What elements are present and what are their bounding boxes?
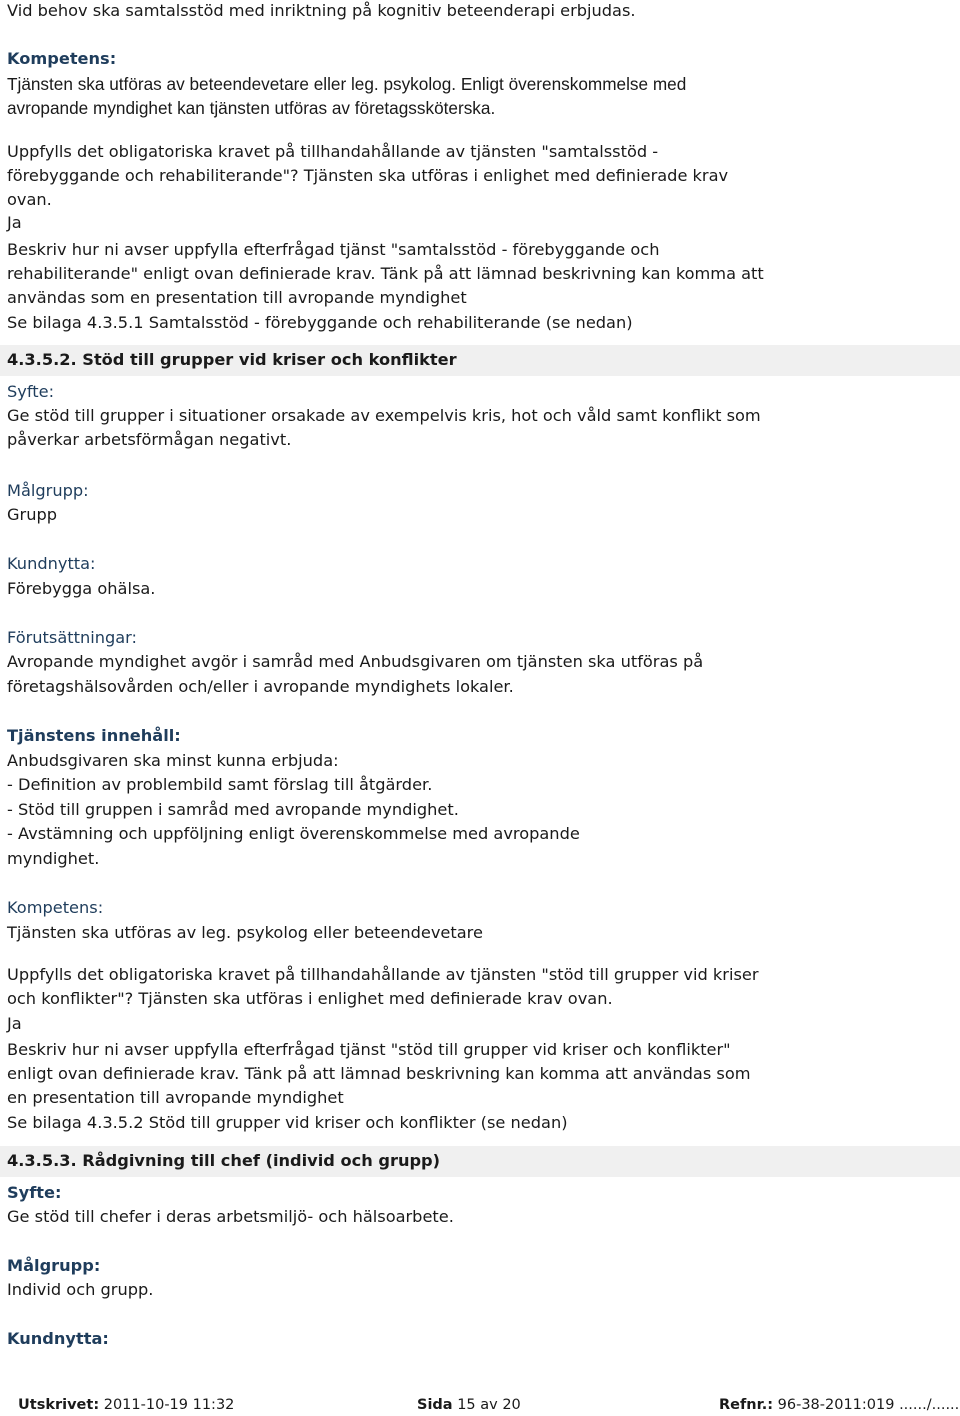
forutsattningar-text-2: företagshälsovården och/eller i avropande myndighets lokaler. xyxy=(7,677,514,696)
syfte-label: Syfte: xyxy=(7,1183,62,1202)
kompetens-label: Kompetens: xyxy=(7,898,104,917)
forutsattningar-label: Förutsättningar: xyxy=(7,628,137,647)
malgrupp-label: Målgrupp: xyxy=(7,1256,101,1275)
forutsattningar-text-1: Avropande myndighet avgör i samråd med Anbudsgivaren om tjänsten ska utföras på xyxy=(7,652,704,671)
describe-prompt-1: Beskriv hur ni avser uppfylla efterfrågad tjänst "samtalsstöd - förebyggande och xyxy=(7,240,660,259)
kompetens-label: Kompetens: xyxy=(7,49,117,68)
section-heading-bar xyxy=(0,345,960,376)
list-item: - Stöd till gruppen i samråd med avropande myndighet. xyxy=(7,800,459,819)
footer-refnr-value: 96-38-2011:019 ....../...... xyxy=(777,1397,960,1413)
footer-printed-value: 2011-10-19 11:32 xyxy=(103,1397,235,1413)
list-item: - Definition av problembild samt förslag till åtgärder. xyxy=(7,775,433,794)
requirement-question-1: Uppfylls det obligatoriska kravet på tillhandahållande av tjänsten "stöd till grupper vid kriser xyxy=(7,965,759,984)
syfte-label: Syfte: xyxy=(7,382,55,401)
describe-prompt-1: Beskriv hur ni avser uppfylla efterfrågad tjänst "stöd till grupper vid kriser och konflikter" xyxy=(7,1040,731,1059)
syfte-text-2: påverkar arbetsförmågan negativt. xyxy=(7,430,292,449)
describe-prompt-3: en presentation till avropande myndighet xyxy=(7,1088,344,1107)
requirement-question-2: och konflikter"? Tjänsten ska utföras i enlighet med definierade krav ovan. xyxy=(7,989,613,1008)
kompetens-text-2: avropande myndighet kan tjänsten utföras av företagssköterska. xyxy=(7,98,496,118)
footer-printed-label: Utskrivet: xyxy=(18,1397,100,1413)
kundnytta-text: Förebygga ohälsa. xyxy=(7,579,156,598)
requirement-question-2: förebyggande och rehabiliterande"? Tjänsten ska utföras i enlighet med definierade krav xyxy=(7,166,729,185)
footer-refnr-label: Refnr.: xyxy=(719,1397,774,1413)
requirement-answer: Ja xyxy=(7,213,22,232)
syfte-text-1: Ge stöd till grupper i situationer orsakade av exempelvis kris, hot och våld samt konflikt som xyxy=(7,406,761,425)
section-heading: 4.3.5.3. Rådgivning till chef (individ och grupp) xyxy=(7,1151,441,1170)
kompetens-text-1: Tjänsten ska utföras av beteendevetare eller leg. psykolog. Enligt överenskommelse med xyxy=(7,74,687,94)
section-heading: 4.3.5.2. Stöd till grupper vid kriser och konflikter xyxy=(7,350,457,369)
innehall-label: Tjänstens innehåll: xyxy=(7,726,181,745)
malgrupp-text: Grupp xyxy=(7,505,58,524)
footer-page-label: Sida xyxy=(417,1397,453,1413)
list-item: - Avstämning och uppföljning enligt överenskommelse med avropande xyxy=(7,824,580,843)
footer-page xyxy=(417,1394,521,1416)
attachment-reference: Se bilaga 4.3.5.1 Samtalsstöd - förebyggande och rehabiliterande (se nedan) xyxy=(7,313,633,332)
attachment-reference: Se bilaga 4.3.5.2 Stöd till grupper vid kriser och konflikter (se nedan) xyxy=(7,1113,568,1132)
syfte-text: Ge stöd till chefer i deras arbetsmiljö- och hälsoarbete. xyxy=(7,1207,454,1226)
describe-prompt-2: rehabiliterande" enligt ovan definierade krav. Tänk på att lämnad beskrivning kan komma att xyxy=(7,264,764,283)
footer-page-value: 15 av 20 xyxy=(457,1397,521,1413)
malgrupp-text: Individ och grupp. xyxy=(7,1280,154,1299)
footer-printed xyxy=(18,1394,234,1416)
requirement-question-1: Uppfylls det obligatoriska kravet på tillhandahållande av tjänsten "samtalsstöd - xyxy=(7,142,659,161)
section-heading-bar xyxy=(0,1146,960,1177)
describe-prompt-3: användas som en presentation till avropande myndighet xyxy=(7,288,467,307)
list-item: myndighet. xyxy=(7,849,100,868)
describe-prompt-2: enligt ovan definierade krav. Tänk på att lämnad beskrivning kan komma att användas som xyxy=(7,1064,751,1083)
intro-line: Vid behov ska samtalsstöd med inriktning på kognitiv beteenderapi erbjudas. xyxy=(7,1,636,20)
kundnytta-label: Kundnytta: xyxy=(7,554,96,573)
kompetens-text: Tjänsten ska utföras av leg. psykolog eller beteendevetare xyxy=(7,923,483,942)
requirement-question-3: ovan. xyxy=(7,190,52,209)
innehall-intro: Anbudsgivaren ska minst kunna erbjuda: xyxy=(7,751,339,770)
footer-refnr xyxy=(719,1394,959,1416)
requirement-answer: Ja xyxy=(7,1014,22,1033)
malgrupp-label: Målgrupp: xyxy=(7,481,89,500)
kundnytta-label: Kundnytta: xyxy=(7,1329,109,1348)
